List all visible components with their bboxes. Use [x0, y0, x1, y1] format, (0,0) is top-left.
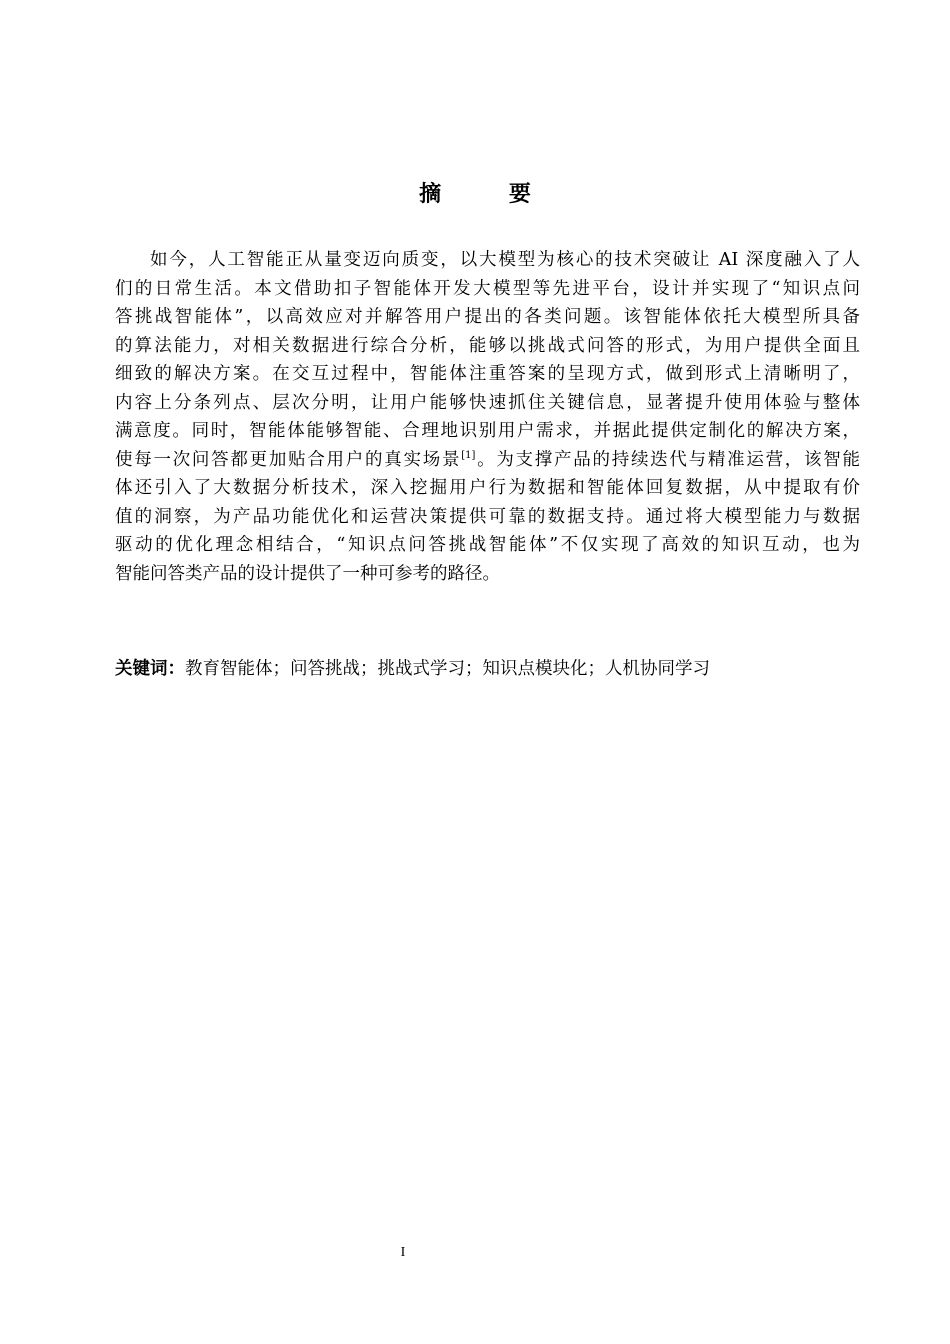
abstract-body: [115, 246, 860, 588]
abstract-line-2: 们的日常生活。本文借助扣子智能体开发大模型等先进平台，设计并实现了“知识点问: [115, 278, 860, 299]
abstract-line-11: 驱动的优化理念相结合，“知识点问答挑战智能体”不仅实现了高效的知识互动，也为: [115, 535, 860, 555]
abstract-line-5: 细致的解决方案。在交互过程中，智能体注重答案的呈现方式，做到形式上清晰明了，: [115, 364, 860, 384]
abstract-title: 摘 要: [419, 182, 561, 207]
abstract-line-7: 满意度。同时，智能体能够智能、合理地识别用户需求，并据此提供定制化的解决方案，: [115, 421, 860, 441]
abstract-line-6: 内容上分条列点、层次分明，让用户能够快速抓住关键信息，显著提升使用体验与整体: [115, 392, 860, 413]
abstract-line-1: 如今，人工智能正从量变迈向质变，以大模型为核心的技术突破让 AI 深度融入了人: [150, 250, 860, 270]
abstract-line-9: 体还引入了大数据分析技术，深入挖掘用户行为数据和智能体回复数据，从中提取有价: [115, 478, 860, 498]
abstract-line-3: 答挑战智能体”，以高效应对并解答用户提出的各类问题。该智能体依托大模型所具备: [115, 307, 860, 327]
abstract-line-4: 的算法能力，对相关数据进行综合分析，能够以挑战式问答的形式，为用户提供全面且: [115, 335, 860, 356]
keywords-label: 关键词：: [115, 659, 185, 679]
citation-marker: [1]: [461, 449, 476, 461]
abstract-line-10: 值的洞察，为产品功能优化和运营决策提供可靠的数据支持。通过将大模型能力与数据: [115, 506, 860, 527]
keywords-line: [115, 655, 860, 683]
page-number: I: [400, 1245, 406, 1260]
keywords-text: 教育智能体；问答挑战；挑战式学习；知识点模块化；人机协同学习: [185, 659, 710, 679]
abstract-line-12: 智能问答类产品的设计提供了一种可参考的路径。: [115, 563, 500, 584]
abstract-line-8-head: 使每一次问答都更加贴合用户的真实场景: [115, 449, 462, 470]
abstract-line-8-tail: 。为支撑产品的持续迭代与精准运营，该智能: [475, 449, 861, 470]
abstract-line-8: [115, 446, 860, 475]
